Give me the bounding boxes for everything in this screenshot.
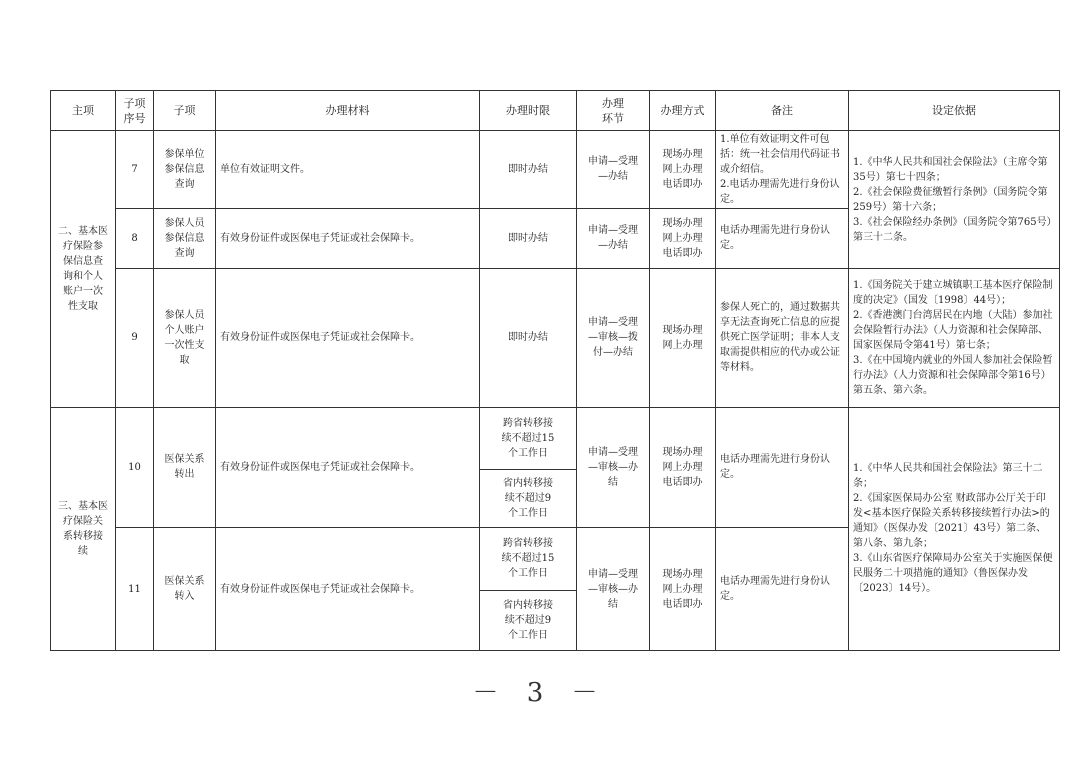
time-cell: 即时办结 xyxy=(480,268,577,407)
main-item-cell: 三、基本医 疗保险关 系转移接 续 xyxy=(51,407,116,650)
material-cell: 单位有效证明文件。 xyxy=(216,131,480,208)
basis-cell: 1.《中华人民共和国社会保险法》第三十二条； 2.《国家医保局办公室 财政部办公厅关于印发<基本医疗保险关系转移接续暂行办法>的通知》（医保办发〔2021〕43号）第二条、第八条、第九条； 3.《山东省医疗保障局办公室关于实施医保便民服务二十项措施的通知》（鲁医保办发〔2023〕14号）。 xyxy=(849,407,1060,650)
header-remark: 备注 xyxy=(716,91,849,131)
method-cell: 现场办理 网上办理 电话即办 xyxy=(650,131,716,208)
time-cell-cross-province: 跨省转移接 续不超过15 个工作日 xyxy=(480,528,577,590)
header-material: 办理材料 xyxy=(216,91,480,131)
remark-cell: 电话办理需先进行身份认定。 xyxy=(716,208,849,268)
material-cell: 有效身份证件或医保电子凭证或社会保障卡。 xyxy=(216,268,480,407)
step-cell: 申请—受理 —办结 xyxy=(577,131,650,208)
step-cell: 申请—受理 —审核—办 结 xyxy=(577,528,650,651)
sub-no-cell: 10 xyxy=(116,407,154,528)
method-cell: 现场办理 网上办理 电话即办 xyxy=(650,528,716,651)
header-main-item: 主项 xyxy=(51,91,116,131)
time-cell-cross-province: 跨省转移接 续不超过15 个工作日 xyxy=(480,407,577,469)
page-number: － 3 － xyxy=(472,678,608,708)
time-cell-in-province: 省内转移接 续不超过9 个工作日 xyxy=(480,469,577,527)
header-basis: 设定依据 xyxy=(849,91,1060,131)
material-cell: 有效身份证件或医保电子凭证或社会保障卡。 xyxy=(216,208,480,268)
sub-no-cell: 8 xyxy=(116,208,154,268)
sub-no-cell: 7 xyxy=(116,131,154,208)
step-cell: 申请—受理 —审核—办 结 xyxy=(577,407,650,528)
time-cell: 即时办结 xyxy=(480,131,577,208)
sub-item-cell: 参保单位 参保信息 查询 xyxy=(154,131,216,208)
table-row xyxy=(51,407,1060,469)
material-cell: 有效身份证件或医保电子凭证或社会保障卡。 xyxy=(216,407,480,528)
remark-cell: 电话办理需先进行身份认定。 xyxy=(716,407,849,528)
remark-cell: 电话办理需先进行身份认定。 xyxy=(716,528,849,651)
header-sub-no: 子项 序号 xyxy=(116,91,154,131)
main-item-cell: 二、基本医 疗保险参 保信息查 询和个人 账户一次 性支取 xyxy=(51,131,116,407)
remark-cell: 1.单位有效证明文件可包括：统一社会信用代码证书或介绍信。 2.电话办理需先进行身份认定。 xyxy=(716,131,849,208)
sub-item-cell: 参保人员 参保信息 查询 xyxy=(154,208,216,268)
header-time-limit: 办理时限 xyxy=(480,91,577,131)
time-cell-in-province: 省内转移接 续不超过9 个工作日 xyxy=(480,590,577,650)
sub-item-cell: 医保关系 转出 xyxy=(154,407,216,528)
remark-cell: 参保人死亡的，通过数据共享无法查询死亡信息的应提供死亡医学证明；非本人支取需提供相应的代办或公证等材料。 xyxy=(716,268,849,407)
basis-cell: 1.《中华人民共和国社会保险法》（主席令第35号）第七十四条； 2.《社会保险费征缴暂行条例》（国务院令第259号）第十六条； 3.《社会保险经办条例》（国务院令第765号）第三十二条。 xyxy=(849,131,1060,269)
step-cell: 申请—受理 —办结 xyxy=(577,208,650,268)
header-sub-item: 子项 xyxy=(154,91,216,131)
header-method: 办理方式 xyxy=(650,91,716,131)
sub-no-cell: 9 xyxy=(116,268,154,407)
method-cell: 现场办理 网上办理 电话即办 xyxy=(650,407,716,528)
header-step: 办理 环节 xyxy=(577,91,650,131)
document-table xyxy=(50,90,1060,651)
table-row xyxy=(51,131,1060,208)
material-cell: 有效身份证件或医保电子凭证或社会保障卡。 xyxy=(216,528,480,651)
time-cell: 即时办结 xyxy=(480,208,577,268)
table-row xyxy=(51,268,1060,407)
sub-item-cell: 医保关系 转入 xyxy=(154,528,216,651)
sub-item-cell: 参保人员 个人账户 一次性支 取 xyxy=(154,268,216,407)
sub-no-cell: 11 xyxy=(116,528,154,651)
method-cell: 现场办理 网上办理 电话即办 xyxy=(650,208,716,268)
table-header-row xyxy=(51,91,1060,131)
basis-cell: 1.《国务院关于建立城镇职工基本医疗保险制度的决定》（国发〔1998〕44号）； 2.《香港澳门台湾居民在内地（大陆）参加社会保险暂行办法》（人力资源和社会保障部、国家医保局令第41号）第七条； 3.《在中国境内就业的外国人参加社会保险暂行办法》（人力资源和社会保障部令第16号）第五条、第六条。 xyxy=(849,268,1060,407)
method-cell: 现场办理 网上办理 xyxy=(650,268,716,407)
step-cell: 申请—受理 —审核—拨 付—办结 xyxy=(577,268,650,407)
